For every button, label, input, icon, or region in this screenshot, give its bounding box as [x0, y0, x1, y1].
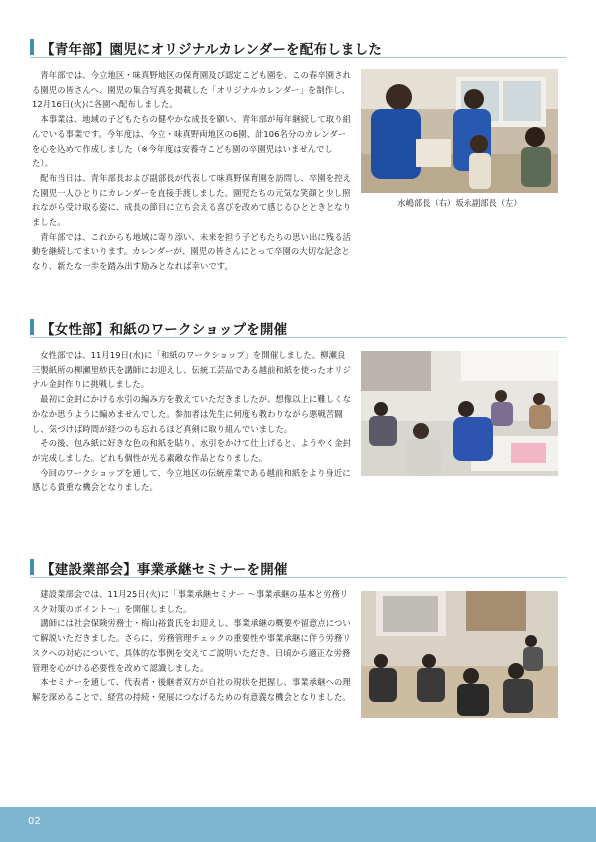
paragraph: 本セミナーを通して、代表者・後継者双方が自社の現状を把握し、事業承継への理解を深めることで、経営の持続・発展につなげるための有意義な機会となりました。	[32, 677, 351, 702]
section-heading	[30, 37, 566, 58]
heading-accent-bar	[30, 39, 34, 55]
photo-succession-seminar	[361, 591, 558, 718]
section-body	[32, 68, 352, 274]
section-title: 【青年部】園児にオリジナルカレンダーを配布しました	[41, 42, 382, 58]
heading-accent-bar	[30, 559, 34, 575]
page-number: 02	[28, 816, 41, 827]
photo-calendar-handover	[361, 69, 558, 193]
section-body	[32, 348, 352, 495]
paragraph: 青年部では、今立地区・味真野地区の保育園及び認定こども園を、この春卒園される園児の皆さんへ、園児の集合写真を掲載した「オリジナルカレンダー」を制作し、12月16日(火)に各園へ配布しました。	[32, 70, 351, 110]
heading-accent-bar	[30, 319, 34, 335]
section-heading	[30, 317, 566, 338]
photo-caption: 水嶋部長（右）坂永副部長（左）	[397, 198, 522, 208]
paragraph: 講師には社会保険労務士・梅山裕貴氏をお迎えし、事業承継の概要や留意点について解説いただきました。さらに、労務管理チェックの重要性や事業承継に伴う労務リスクへの対応について、具体的な事例を交えてご説明いただき、日頃から適正な労務管理を心がける必要性を改めて認識しました。	[32, 618, 351, 673]
paragraph: 青年部では、これからも地域に寄り添い、未来を担う子どもたちの思い出に残る活動を継続してまいります。カレンダーが、園児の皆さんにとって卒園の大切な記念となり、新たな一歩を踏み出す励みとなれば幸いです。	[32, 231, 351, 272]
section-title: 【女性部】和紙のワークショップを開催	[41, 322, 288, 338]
page-footer-band	[0, 807, 596, 842]
paragraph: 本事業は、地域の子どもたちの健やかな成長を願い、青年部が毎年継続して取り組んでいる事業です。今年度は、今立・味真野両地区の6園、計106名分のカレンダーを心を込めて作成しました（※今年度は安養寺こども園の卒園児はいませんでした）。	[32, 114, 351, 169]
section-body	[32, 587, 352, 705]
paragraph: 女性部では、11月19日(水)に「和紙のワークショップ」を開催しました。柳瀬良三製紙所の柳瀬里紗氏を講師にお迎えし、伝統工芸品である越前和紙を使ったオリジナル金封作りに挑戦しました。	[32, 350, 352, 390]
paragraph: 配布当日は、青年部長および副部長が代表して味真野保育園を訪問し、卒園を控えた園児一人ひとりにカレンダーを直接手渡しました。園児たちの元気な笑顔と少し照れながら受け取る姿に、成長の節目に立ち会える喜びを改めて感じるひとときとなりました。	[32, 172, 352, 228]
paragraph: 建設業部会では、11月25日(火)に「事業承継セミナー ～事業承継の基本と労務リスク対策のポイント～」を開催しました。	[32, 589, 349, 614]
photo-washi-workshop	[361, 351, 558, 476]
section-title: 【建設業部会】事業承継セミナーを開催	[41, 562, 288, 578]
paragraph: 最初に金封にかける水引の編み方を教えていただきましたが、想像以上に難しくなかなか思うように編めませんでした。参加者は先生に何度も教わりながら悪戦苦闘し、気づけば時間が経つのも忘れるほど真剣に取り組んでいました。	[32, 394, 351, 434]
paragraph: その後、包み紙に好きな色の和紙を貼り、水引をかけて仕上げると、ようやく金封が完成しました。どれも個性が光る素敵な作品となりました。	[32, 438, 351, 463]
section-heading	[30, 557, 566, 578]
paragraph: 今回のワークショップを通して、今立地区の伝統産業である越前和紙をより身近に感じる貴重な機会となりました。	[32, 467, 351, 493]
